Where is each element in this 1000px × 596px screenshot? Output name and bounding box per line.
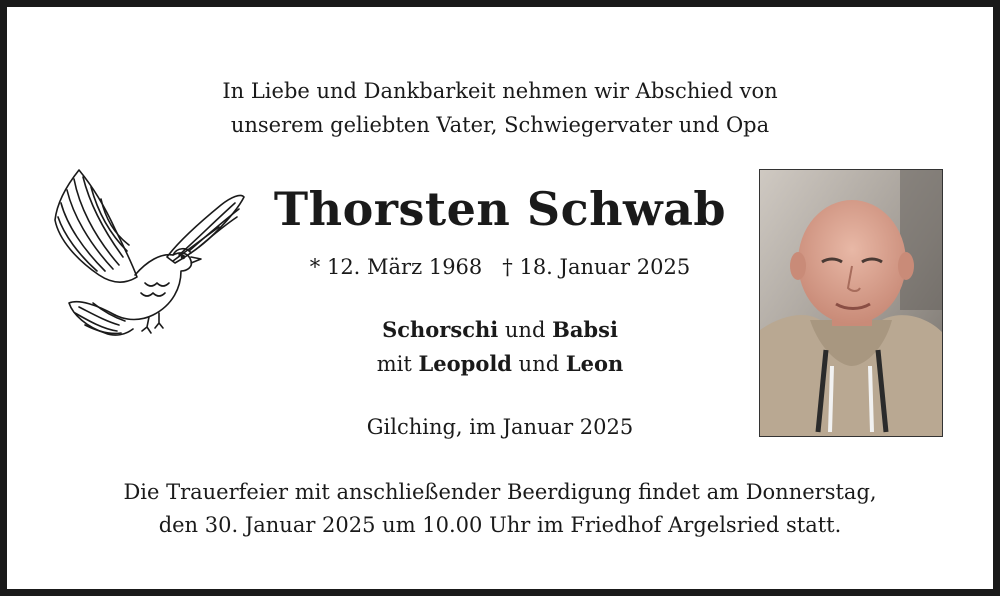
deceased-name: Thorsten Schwab xyxy=(273,182,727,236)
ceremony-text xyxy=(7,476,993,542)
intro-line-1: In Liebe und Dankbarkeit nehmen wir Abschied von xyxy=(222,79,778,103)
ceremony-line-2: den 30. Januar 2025 um 10.00 Uhr im Friedhof Argelsried statt. xyxy=(158,513,842,537)
ceremony-line-1: Die Trauerfeier mit anschließender Beerdigung findet am Donnerstag, xyxy=(123,480,877,504)
family-name-leon: Leon xyxy=(565,351,624,376)
place-date: Gilching, im Januar 2025 xyxy=(366,415,634,439)
family-name-schorschi: Schorschi xyxy=(382,317,499,342)
family-name-babsi: Babsi xyxy=(552,317,618,342)
birth-date: * 12. März 1968 xyxy=(309,255,483,279)
family-prefix: mit xyxy=(376,352,419,376)
death-date: † 18. Januar 2025 xyxy=(502,255,691,279)
family-and-2: und xyxy=(512,352,566,376)
intro-text xyxy=(7,74,993,142)
family-and-1: und xyxy=(498,318,553,342)
intro-line-2: unserem geliebten Vater, Schwiegervater und Opa xyxy=(230,113,770,137)
portrait-illustration xyxy=(760,170,942,436)
family-name-leopold: Leopold xyxy=(418,351,512,376)
portrait-photo xyxy=(759,169,943,437)
